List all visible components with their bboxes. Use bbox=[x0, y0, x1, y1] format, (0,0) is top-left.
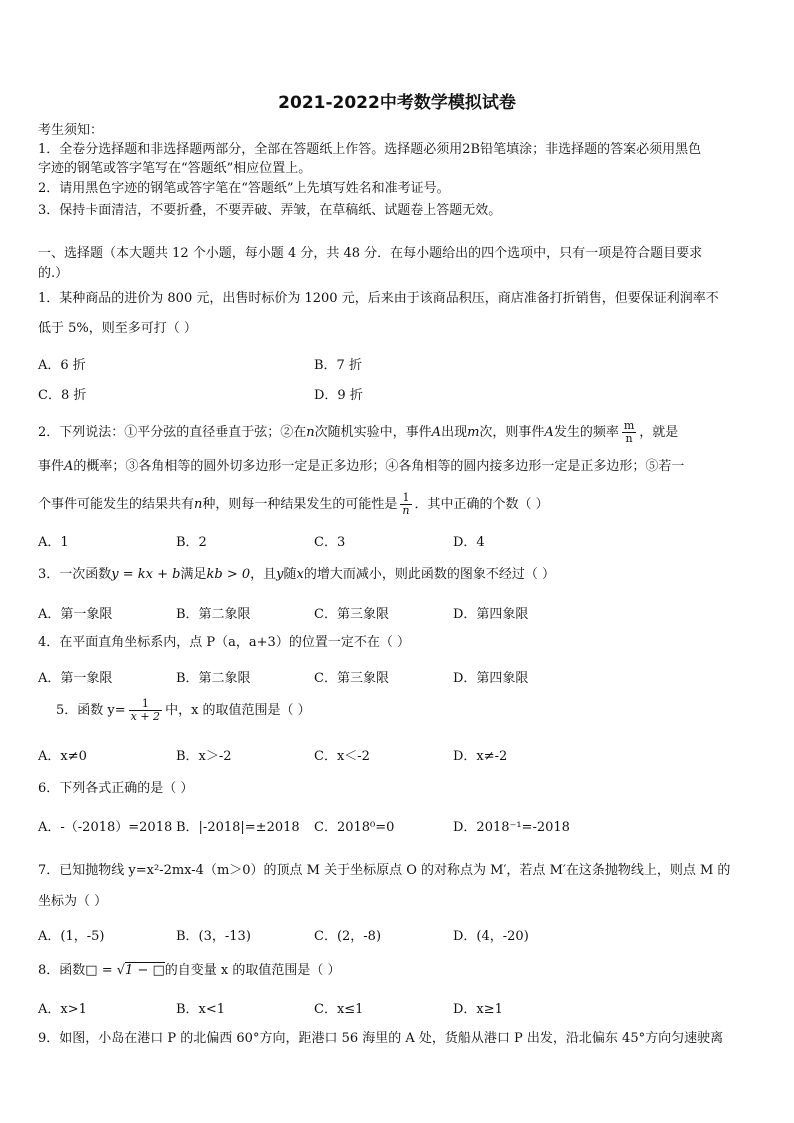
q6-option-b: B．|-2018|=±2018 bbox=[176, 820, 300, 835]
q2-fraction-probability bbox=[400, 492, 411, 517]
q2-var: n bbox=[306, 425, 315, 440]
q2-var: A bbox=[431, 425, 442, 440]
q1-option-c: C．8 折 bbox=[38, 388, 87, 403]
q2-var: A bbox=[544, 425, 554, 440]
q1-stem: 1．某种商品的进价为 800 元，出售时标价为 1200 元，后来由于该商品积压，商店准备打折销售，但要保证利润率不 bbox=[38, 291, 719, 306]
q2-stem-line3 bbox=[38, 492, 758, 517]
q1-option-b: B．7 折 bbox=[314, 358, 362, 373]
q2-option-c: C．3 bbox=[314, 535, 346, 550]
q4-option-a: A．第一象限 bbox=[38, 671, 113, 686]
fraction-denominator: x + 2 bbox=[130, 710, 161, 723]
q5-option-d: D．x≠-2 bbox=[453, 749, 508, 764]
fraction-denominator: n bbox=[402, 504, 410, 517]
q2-fraction-frequency bbox=[622, 420, 636, 445]
q2-stem-line2 bbox=[38, 458, 758, 476]
q2-text: 2．下列说法：①平分弦的直径垂直于弦；②在 bbox=[38, 425, 307, 440]
q5-stem bbox=[56, 698, 776, 723]
sqrt-icon: √ bbox=[116, 963, 126, 978]
section-heading: 一、选择题（本大题共 12 个小题，每小题 4 分，共 48 分．在每小题给出的四个选项中，只有一项是符合题目要求 bbox=[38, 246, 703, 261]
q4-option-d: D．第四象限 bbox=[453, 671, 529, 686]
q5-fraction bbox=[129, 698, 162, 723]
q8-placeholder-glyph: □ bbox=[85, 963, 98, 978]
q2-option-b: B．2 bbox=[176, 535, 207, 550]
q2-var: m bbox=[467, 425, 480, 440]
q2-var: n bbox=[194, 497, 203, 512]
q3-formula: kb > 0 bbox=[206, 567, 251, 582]
q2-text: 次随机实验中，事件 bbox=[314, 425, 432, 440]
page-title: 2021-2022中考数学模拟试卷 bbox=[278, 93, 516, 113]
notice-heading: 考生须知： bbox=[38, 123, 104, 138]
q7-option-a: A．(1，-5) bbox=[38, 929, 105, 944]
notice-item-1-cont: 字迹的钢笔或答字笔写在“答题纸”相应位置上。 bbox=[38, 161, 312, 176]
q2-option-d: D．4 bbox=[453, 535, 485, 550]
q8-stem bbox=[38, 962, 758, 980]
q3-text: 3．一次函数 bbox=[38, 567, 112, 582]
q8-text: 的自变量 x 的取值范围是（ ） bbox=[164, 963, 341, 978]
q4-stem: 4．在平面直角坐标系内，点 P（a，a+3）的位置一定不在（ ） bbox=[38, 635, 410, 650]
q7-stem: 7．已知抛物线 y=x²-2mx-4（m＞0）的顶点 M 关于坐标原点 O 的对称点为 M′，若点 M′在这条抛物线上，则点 M 的 bbox=[38, 863, 731, 878]
q2-var: A bbox=[64, 459, 74, 474]
q8-option-c: C．x≤1 bbox=[314, 1002, 364, 1017]
q6-option-a: A．-（-2018）=2018 bbox=[38, 820, 173, 835]
q6-option-d: D．2018⁻¹=-2018 bbox=[453, 820, 570, 835]
q3-text: ，且 bbox=[250, 567, 277, 582]
q2-text: 次，则事件 bbox=[479, 425, 545, 440]
q8-option-d: D．x≥1 bbox=[453, 1002, 503, 1017]
q5-text: 5．函数 y= bbox=[56, 703, 126, 718]
q1-stem-cont: 低于 5%，则至多可打（ ） bbox=[38, 321, 197, 336]
q8-option-b: B．x<1 bbox=[176, 1002, 226, 1017]
q3-text: 满足 bbox=[180, 567, 207, 582]
q6-stem: 6．下列各式正确的是（ ） bbox=[38, 781, 194, 796]
q3-text: 的增大而减小，则此函数的图象不经过（ ） bbox=[303, 567, 556, 582]
q2-option-a: A．1 bbox=[38, 535, 69, 550]
q8-text: 8．函数 bbox=[38, 963, 86, 978]
q3-option-c: C．第三象限 bbox=[314, 607, 389, 622]
q8-option-a: A．x>1 bbox=[38, 1002, 87, 1017]
q3-option-d: D．第四象限 bbox=[453, 607, 529, 622]
q8-text: = bbox=[97, 963, 117, 978]
section-heading-cont: 的.） bbox=[38, 266, 69, 281]
q5-option-b: B．x＞-2 bbox=[176, 749, 232, 764]
q3-var: y bbox=[276, 567, 284, 582]
q1-option-d: D．9 折 bbox=[314, 388, 363, 403]
q2-text: 发生的频率 bbox=[553, 425, 619, 440]
fraction-numerator: 1 bbox=[129, 698, 162, 711]
q2-text: ．其中正确的个数（ ） bbox=[414, 497, 549, 512]
q3-stem bbox=[38, 566, 758, 584]
q2-stem-line1 bbox=[38, 420, 758, 445]
q3-option-b: B．第二象限 bbox=[176, 607, 251, 622]
q2-text: 种，则每一种结果发生的可能性是 bbox=[202, 497, 398, 512]
q1-option-a: A．6 折 bbox=[38, 358, 86, 373]
q2-text: 个事件可能发生的结果共有 bbox=[38, 497, 195, 512]
fraction-denominator: n bbox=[625, 432, 633, 445]
fraction-numerator: 1 bbox=[400, 492, 411, 505]
q7-stem-cont: 坐标为（ ） bbox=[38, 894, 108, 909]
q5-text: 中，x 的取值范围是（ ） bbox=[165, 703, 311, 718]
q9-stem: 9．如图，小岛在港口 P 的北偏西 60°方向，距港口 56 海里的 A 处，货船从港口 P 出发，沿北偏东 45°方向匀速驶离 bbox=[38, 1031, 724, 1046]
fraction-numerator: m bbox=[623, 419, 635, 432]
q8-radicand: 1 − □ bbox=[125, 963, 165, 978]
q2-text: ，就是 bbox=[639, 425, 679, 440]
q2-text: 的概率；③各角相等的圆外切多边形一定是正多边形；④各角相等的圆内接多边形一定是正多边形；⑤若一 bbox=[73, 459, 685, 474]
q7-option-d: D．(4，-20) bbox=[453, 929, 529, 944]
q3-option-a: A．第一象限 bbox=[38, 607, 113, 622]
q3-var: x bbox=[296, 567, 304, 582]
notice-item-3: 3．保持卡面清洁，不要折叠，不要弄破、弄皱，在草稿纸、试题卷上答题无效。 bbox=[38, 203, 502, 218]
q2-text: 出现 bbox=[441, 425, 468, 440]
q5-option-a: A．x≠0 bbox=[38, 749, 87, 764]
q4-option-b: B．第二象限 bbox=[176, 671, 251, 686]
q3-text: 随 bbox=[283, 567, 297, 582]
q4-option-c: C．第三象限 bbox=[314, 671, 389, 686]
q6-option-c: C．2018⁰=0 bbox=[314, 820, 395, 835]
q3-formula: y = kx + b bbox=[111, 567, 181, 582]
q5-option-c: C．x＜-2 bbox=[314, 749, 370, 764]
q7-option-c: C．(2，-8) bbox=[314, 929, 382, 944]
notice-item-1: 1．全卷分选择题和非选择题两部分，全部在答题纸上作答。选择题必须用2B铅笔填涂；非选择题的答案必须用黑色 bbox=[38, 142, 702, 157]
notice-item-2: 2．请用黑色字迹的钢笔或答字笔在“答题纸”上先填写姓名和准考证号。 bbox=[38, 181, 450, 196]
q2-text: 事件 bbox=[38, 459, 65, 474]
q7-option-b: B．(3，-13) bbox=[176, 929, 251, 944]
